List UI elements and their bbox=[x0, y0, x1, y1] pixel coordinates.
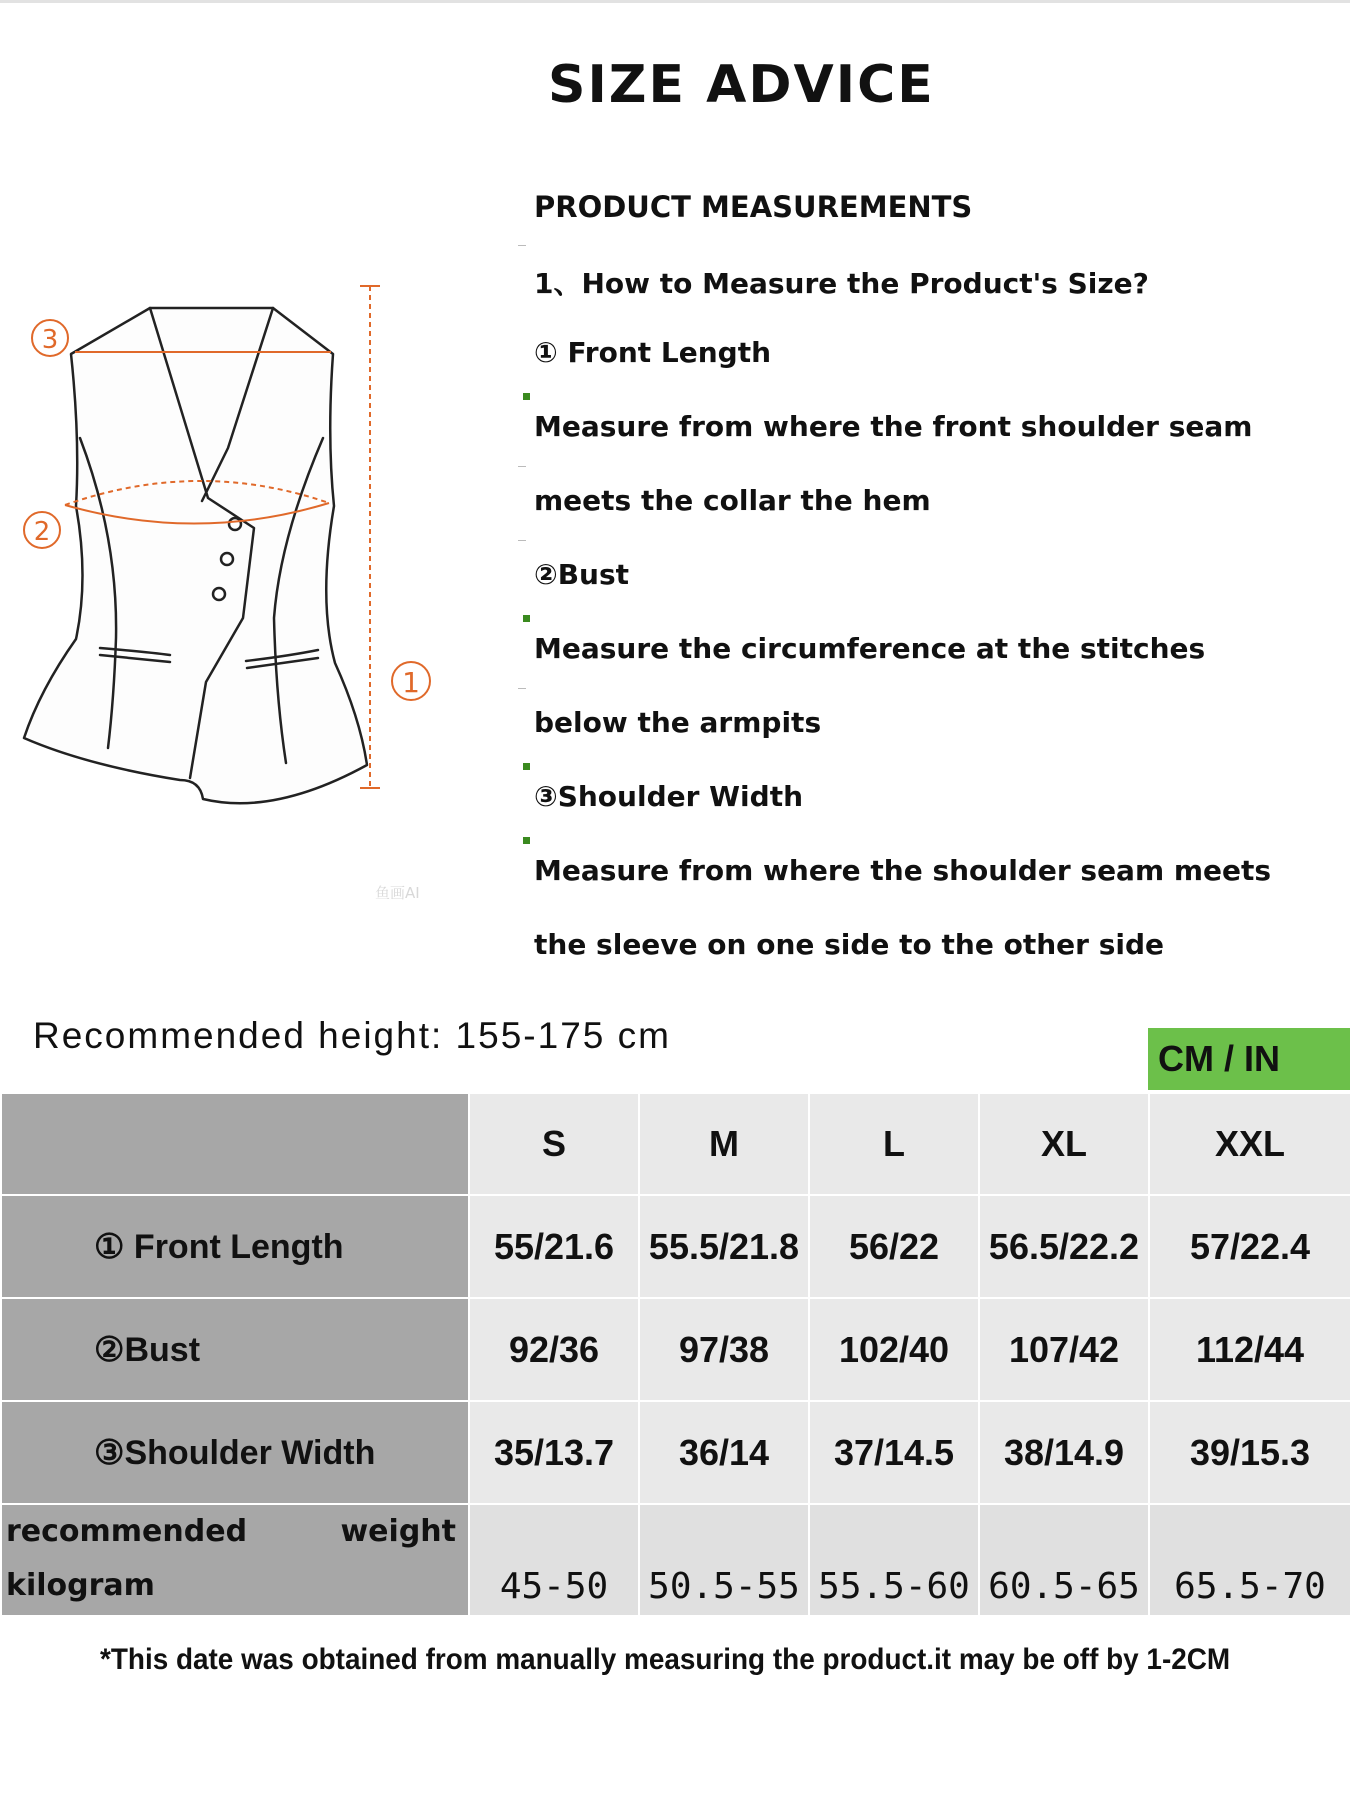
table-cell: 56/22 bbox=[809, 1195, 979, 1298]
bullet-marker bbox=[523, 393, 530, 400]
table-cell: 112/44 bbox=[1149, 1298, 1350, 1401]
top-border bbox=[0, 0, 1350, 3]
measurements-heading: PRODUCT MEASUREMENTS bbox=[534, 190, 973, 224]
table-cell: 56.5/22.2 bbox=[979, 1195, 1149, 1298]
shoulder-desc-1: Measure from where the shoulder seam meets bbox=[534, 854, 1272, 887]
table-cell: 35/13.7 bbox=[469, 1401, 639, 1504]
weight-label-word-2: weight bbox=[340, 1514, 456, 1549]
size-header-l: L bbox=[809, 1093, 979, 1195]
table-header-row bbox=[1, 1093, 1350, 1195]
divider-dash bbox=[518, 466, 526, 467]
bullet-marker bbox=[523, 837, 530, 844]
row-label-front-length: ① Front Length bbox=[1, 1195, 469, 1298]
table-cell: 37/14.5 bbox=[809, 1401, 979, 1504]
table-cell: 92/36 bbox=[469, 1298, 639, 1401]
bust-desc-2: below the armpits bbox=[534, 706, 822, 739]
weight-label-unit: kilogram bbox=[6, 1568, 155, 1603]
size-header-xl: XL bbox=[979, 1093, 1149, 1195]
vest-illustration bbox=[18, 278, 500, 918]
table-cell: 39/15.3 bbox=[1149, 1401, 1350, 1504]
table-cell: 55/21.6 bbox=[469, 1195, 639, 1298]
weight-cell: 60.5-65 bbox=[979, 1504, 1149, 1616]
shoulder-desc-2: the sleeve on one side to the other side bbox=[534, 928, 1164, 961]
bullet-marker bbox=[523, 763, 530, 770]
row-label-bust: ②Bust bbox=[1, 1298, 469, 1401]
table-corner-cell bbox=[1, 1093, 469, 1195]
weight-row bbox=[1, 1504, 1350, 1616]
watermark: 鱼画AI bbox=[375, 884, 420, 902]
weight-cell: 45-50 bbox=[469, 1504, 639, 1616]
bullet-marker bbox=[523, 615, 530, 622]
divider-dash bbox=[518, 688, 526, 689]
row-label-shoulder-width: ③Shoulder Width bbox=[1, 1401, 469, 1504]
size-header-m: M bbox=[639, 1093, 809, 1195]
bust-desc-1: Measure the circumference at the stitches bbox=[534, 632, 1206, 665]
table-row bbox=[1, 1401, 1350, 1504]
marker-2-label: 2 bbox=[33, 517, 51, 547]
table-cell: 36/14 bbox=[639, 1401, 809, 1504]
measure-question: 1、How to Measure the Product's Size? bbox=[534, 267, 1149, 300]
size-header-xxl: XXL bbox=[1149, 1093, 1350, 1195]
weight-cell: 65.5-70 bbox=[1149, 1504, 1350, 1616]
divider-dash bbox=[518, 540, 526, 541]
table-cell: 55.5/21.8 bbox=[639, 1195, 809, 1298]
unit-label: CM / IN bbox=[1148, 1028, 1350, 1090]
footnote: *This date was obtained from manually measuring the product.it may be off by 1-2CM bbox=[100, 1643, 1231, 1676]
table-row bbox=[1, 1298, 1350, 1401]
weight-cell: 50.5-55 bbox=[639, 1504, 809, 1616]
table-cell: 38/14.9 bbox=[979, 1401, 1149, 1504]
front-length-desc-1: Measure from where the front shoulder seam bbox=[534, 410, 1253, 443]
front-length-desc-2: meets the collar the hem bbox=[534, 484, 931, 517]
bust-title: ②Bust bbox=[534, 558, 630, 591]
shoulder-title: ③Shoulder Width bbox=[534, 780, 804, 813]
table-cell: 57/22.4 bbox=[1149, 1195, 1350, 1298]
size-table bbox=[0, 1092, 1350, 1617]
recommended-height: Recommended height: 155-175 cm bbox=[33, 1015, 671, 1056]
weight-label-word-1: recommended bbox=[6, 1514, 248, 1549]
table-cell: 102/40 bbox=[809, 1298, 979, 1401]
front-length-title: ① Front Length bbox=[534, 336, 772, 369]
table-row bbox=[1, 1195, 1350, 1298]
table-cell: 107/42 bbox=[979, 1298, 1149, 1401]
size-header-s: S bbox=[469, 1093, 639, 1195]
divider-dash bbox=[518, 245, 526, 246]
marker-1-label: 1 bbox=[402, 666, 420, 699]
row-label-weight bbox=[1, 1504, 469, 1616]
page-title: SIZE ADVICE bbox=[548, 55, 935, 115]
weight-cell: 55.5-60 bbox=[809, 1504, 979, 1616]
marker-3-label: 3 bbox=[41, 325, 59, 355]
table-cell: 97/38 bbox=[639, 1298, 809, 1401]
